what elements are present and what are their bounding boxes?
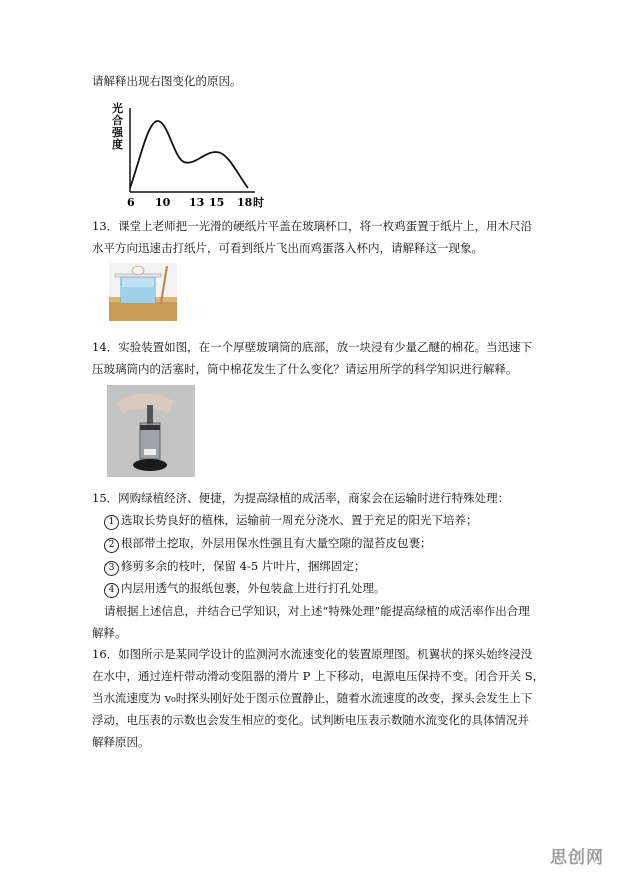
q16-line2: 在水中，通过连杆带动滑动变阻器的滑片 P 上下移动，电源电压保持不变。闭合开关 S， (92, 669, 545, 683)
q16-line4: 浮动，电压表的示数也会发生相应的变化。试判断电压表示数随水流变化的具体情况并 (92, 713, 529, 727)
x-tick-6: 6 (127, 196, 135, 209)
intensity-curve (130, 121, 248, 188)
y-label-3: 强 (112, 126, 123, 139)
item-text-3: 修剪多余的枝叶，保留 4-5 片叶片，捆绑固定； (121, 559, 366, 573)
egg-cup-illustration (109, 263, 177, 321)
q15-ask-line1: 请根据上述信息，并结合已学知识，对上述“特殊处理”能提高绿植的成活率作出合理 (104, 604, 530, 618)
photosynthesis-graph (110, 100, 270, 210)
item-text-4: 内层用透气的报纸包裹，外包装盒上进行打孔处理。 (121, 581, 386, 595)
y-label-4: 度 (112, 138, 123, 151)
q16-line3: 当水流速度为 v₀时探头刚好处于图示位置静止，随着水流速度的改变，探头会发生上下 (92, 691, 533, 705)
item-number-2: 2 (104, 538, 119, 553)
x-tick-18: 18 (237, 196, 253, 209)
x-tick-15: 15 (209, 196, 225, 209)
cotton (144, 449, 156, 455)
table-surface (109, 301, 177, 321)
q14-line2: 压玻璃筒内的活塞时，筒中棉花发生了什么变化？请运用所学的科学知识进行解释。 (92, 362, 518, 376)
q16-line1: 16．如图所示是某同学设计的监测河水流速变化的装置原理图。机翼状的探头始终浸没 (92, 647, 533, 661)
q15-item-3 (104, 558, 365, 576)
q15-item-1 (104, 512, 478, 530)
q13-line1: 13．课堂上老师把一光滑的硬纸片平盖在玻璃杯口，将一枚鸡蛋置于纸片上，用木尺沿 (92, 219, 533, 233)
x-unit: 时 (253, 196, 264, 209)
intro-text: 请解释出现右图变化的原因。 (92, 74, 242, 88)
q13-line2: 水平方向迅速击打纸片，可看到纸片飞出而鸡蛋落入杯内，请解释这一现象。 (92, 241, 483, 255)
y-label-2: 合 (112, 114, 123, 127)
item-number-4: 4 (104, 583, 119, 598)
item-number-1: 1 (104, 515, 119, 530)
q15-item-4 (104, 580, 386, 598)
q16-line5: 解释原因。 (92, 735, 150, 749)
q15-ask-line2: 解释。 (92, 626, 127, 640)
x-tick-13: 13 (189, 196, 205, 209)
glass-cylinder-photo (107, 385, 195, 477)
x-tick-10: 10 (155, 196, 171, 209)
q14-line1: 14．实验装置如图，在一个厚壁玻璃筒的底部，放一块浸有少量乙醚的棉花。当迅速下 (92, 340, 533, 354)
egg (132, 266, 144, 274)
y-label-1: 光 (112, 102, 123, 115)
item-number-3: 3 (104, 561, 119, 576)
item-text-2: 根部带土挖取，外层用保水性强且有大量空隙的湿苔皮包裹； (121, 536, 432, 550)
q15-intro: 15．网购绿植经济、便捷，为提高绿植的成活率，商家会在运输时进行特殊处理： (92, 491, 510, 505)
site-watermark: 思创网 (550, 848, 604, 868)
item-text-1: 选取长势良好的植株，运输前一周充分浇水、置于充足的阳光下培养； (121, 513, 478, 527)
base-stand (133, 459, 167, 471)
q15-item-2 (104, 535, 432, 553)
